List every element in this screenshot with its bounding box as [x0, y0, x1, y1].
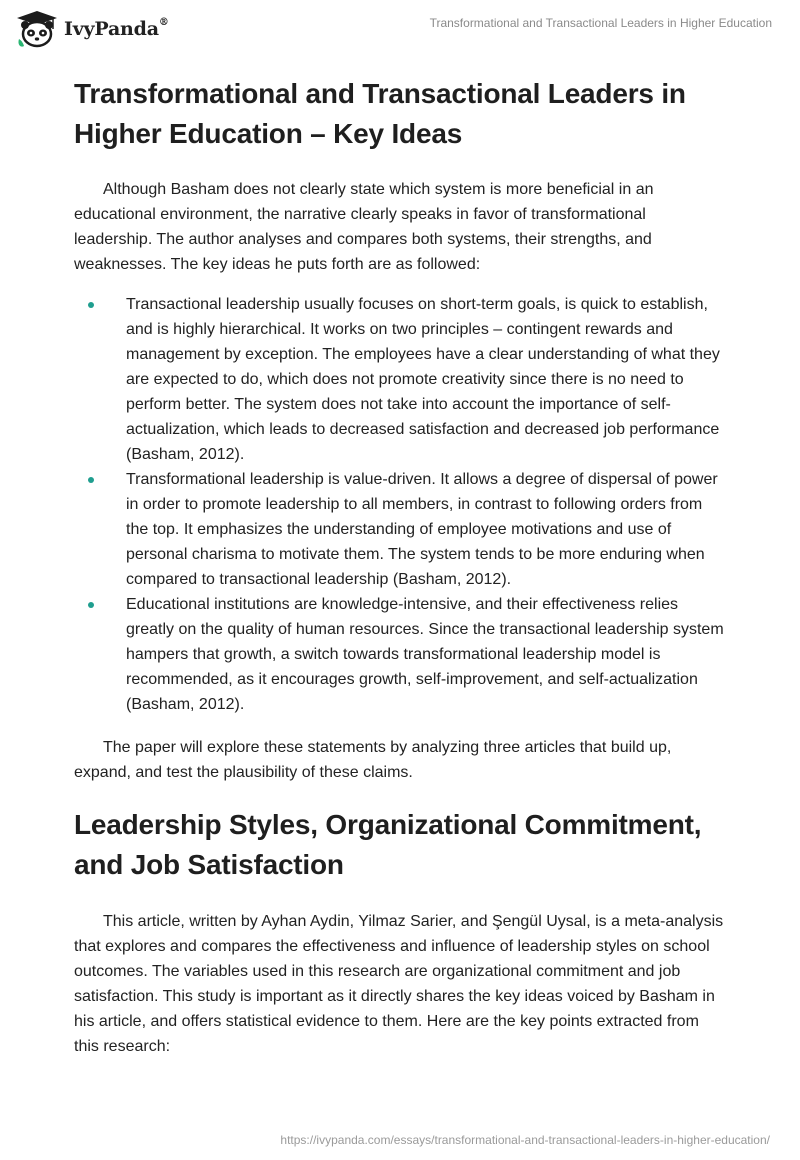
- header-doc-title: Transformational and Transactional Leaders in Higher Education: [429, 16, 772, 30]
- bullet-icon: [88, 302, 94, 308]
- list-item-text: Transformational leadership is value-driven. It allows a degree of dispersal of power in order to promote leadership to all members, in contrast to following orders from the top. It emphasizes the understanding of employee motivations and use of personal charisma to motivate them. The system tends to be more enduring when compared to transactional leadership (Basham, 2012).: [126, 471, 718, 588]
- list-item: [74, 292, 724, 467]
- list-item: [74, 467, 724, 592]
- panda-graduate-icon: [15, 9, 59, 49]
- source-url[interactable]: https://ivypanda.com/essays/transformational-and-transactional-leaders-in-higher-education/: [280, 1133, 770, 1147]
- list-item: [74, 592, 724, 717]
- bullet-icon: [88, 602, 94, 608]
- ivypanda-logo[interactable]: [15, 9, 169, 49]
- section-heading-leadership-styles: Leadership Styles, Organizational Commitment, and Job Satisfaction: [74, 809, 702, 880]
- section-heading-key-ideas: Transformational and Transactional Leaders in Higher Education – Key Ideas: [74, 78, 686, 149]
- intro-paragraph: Although Basham does not clearly state which system is more beneficial in an educational environment, the narrative clearly speaks in favor of transformational leadership. The author analyses and compares both systems, their strengths, and weaknesses. The key ideas he puts forth are as followed:: [74, 181, 654, 273]
- page-header: [0, 0, 800, 60]
- list-item-text: Transactional leadership usually focuses on short-term goals, is quick to establish, and is highly hierarchical. It works on two principles – contingent rewards and management by exception. The employees have a clear understanding of what they are expected to do, which does not promote creativity since there is no need to perform better. The system does not take into account the importance of self-actualization, which leads to decreased satisfaction and decreased job performance (Basham, 2012).: [126, 296, 720, 463]
- article-body: [74, 74, 724, 1059]
- brand-name: IvyPanda®: [64, 16, 169, 40]
- key-ideas-list: [74, 292, 724, 717]
- bullet-icon: [88, 477, 94, 483]
- closing-paragraph: The paper will explore these statements by analyzing three articles that build up, expand, and test the plausibility of these claims.: [74, 739, 672, 781]
- list-item-text: Educational institutions are knowledge-intensive, and their effectiveness relies greatly on the quality of human resources. Since the transactional leadership system hampers that growth, a switch towards transformational leadership model is recommended, as it encourages growth, self-improvement, and self-actualization (Basham, 2012).: [126, 596, 724, 713]
- article-summary-paragraph: This article, written by Ayhan Aydin, Yilmaz Sarier, and Şengül Uysal, is a meta-analysis that explores and compares the effectiveness and influence of leadership styles on school outcomes. The variables used in this research are organizational commitment and job satisfaction. This study is important as it directly shares the key ideas voiced by Basham in his article, and offers statistical evidence to them. Here are the key points extracted from this research:: [74, 913, 724, 1055]
